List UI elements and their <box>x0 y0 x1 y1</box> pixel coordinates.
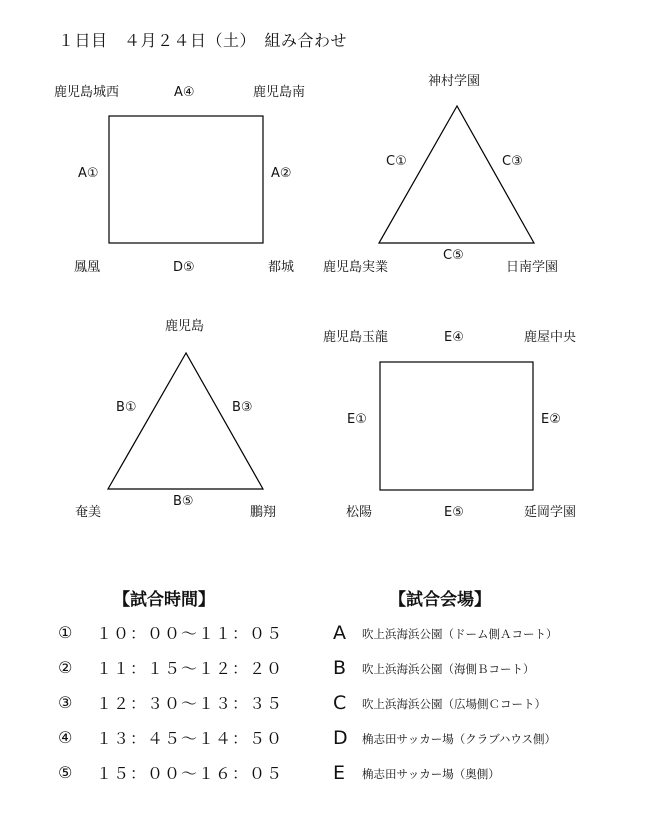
time-slot-value: １３：４５～１４：５０ <box>96 729 284 748</box>
team-kagoshima-jitsugyo: 鹿児島実業 <box>323 260 389 275</box>
group-c-triangle <box>379 106 534 243</box>
match-a2: A② <box>271 166 292 181</box>
group-e-square <box>380 362 533 490</box>
time-slot-marker: ④ <box>58 728 74 747</box>
match-b3: B③ <box>232 400 253 415</box>
match-times-header: 【試合時間】 <box>113 590 215 610</box>
group-b-triangle <box>108 353 263 489</box>
venue-name: 桷志田サッカー場（クラブハウス側） <box>362 732 557 746</box>
match-d5: D⑤ <box>173 260 195 275</box>
match-b5: B⑤ <box>173 494 194 509</box>
venue-name: 桷志田サッカー場（奥側） <box>362 767 500 781</box>
venue-letter: A <box>333 622 346 644</box>
team-kamimura-gakuen: 神村学園 <box>428 74 481 89</box>
match-c1: C① <box>386 154 407 169</box>
venue-name: 吹上浜海浜公園（海側Ｂコート） <box>362 662 535 676</box>
match-e2: E② <box>541 412 561 427</box>
venue-letter: B <box>333 657 347 679</box>
match-a4: A④ <box>174 85 195 100</box>
match-e4: E④ <box>444 330 464 345</box>
group-a-square <box>109 116 263 243</box>
time-slot-value: １５：００～１６：０５ <box>96 764 284 783</box>
match-e1: E① <box>347 412 367 427</box>
venue-letter: C <box>333 692 347 714</box>
venue-letter: D <box>333 727 348 749</box>
match-c5: C⑤ <box>443 248 464 263</box>
venue-letter: E <box>333 762 346 784</box>
match-b1: B① <box>116 400 137 415</box>
team-kagoshima-minami: 鹿児島南 <box>253 85 306 100</box>
time-slot-value: １０：００～１１：０５ <box>96 624 284 643</box>
match-e5: E⑤ <box>444 505 464 520</box>
page-title: １日目 ４月２４日（土） 組み合わせ <box>58 31 348 50</box>
team-nobeoka-gakuen: 延岡学園 <box>524 505 577 520</box>
team-amami: 奄美 <box>75 505 102 520</box>
team-houou: 鳳凰 <box>74 260 101 275</box>
team-miyakonojo: 都城 <box>268 260 295 275</box>
time-slot-value: １１：１５～１２：２０ <box>96 659 284 678</box>
match-c3: C③ <box>502 154 523 169</box>
team-kagoshima: 鹿児島 <box>165 319 205 334</box>
venue-name: 吹上浜海浜公園（ドーム側Ａコート） <box>362 627 558 641</box>
venue-name: 吹上浜海浜公園（広場側Ｃコート） <box>362 697 546 711</box>
team-shoyo: 松陽 <box>346 505 373 520</box>
time-slot-marker: ⑤ <box>58 763 74 782</box>
team-kagoshima-gyokuryu: 鹿児島玉龍 <box>323 330 389 345</box>
venues-header: 【試合会場】 <box>389 590 491 610</box>
time-slot-marker: ① <box>58 623 74 642</box>
match-a1: A① <box>78 166 99 181</box>
time-slot-value: １２：３０～１３：３５ <box>96 694 284 713</box>
time-slot-marker: ③ <box>58 693 74 712</box>
team-nichinan-gakuen: 日南学園 <box>506 260 559 275</box>
time-slot-marker: ② <box>58 658 74 677</box>
team-hosho: 鵬翔 <box>250 505 277 520</box>
team-kagoshima-josei: 鹿児島城西 <box>54 85 120 100</box>
team-kanoya-chuo: 鹿屋中央 <box>524 330 577 345</box>
